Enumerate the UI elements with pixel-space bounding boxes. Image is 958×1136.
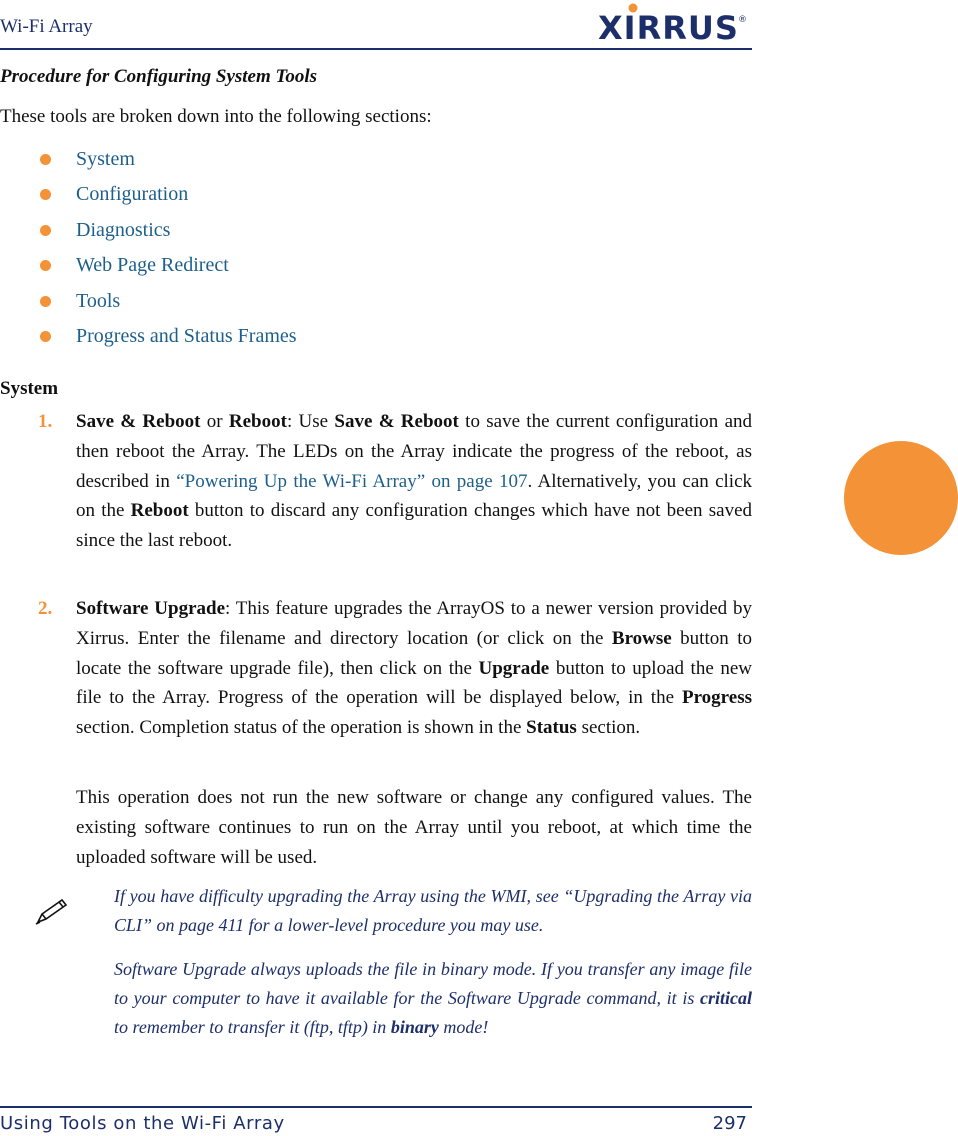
term-reboot: Reboot — [228, 411, 287, 432]
xirrus-logo — [598, 2, 747, 47]
chapter-tab-marker — [844, 441, 958, 555]
header-rule — [0, 48, 752, 50]
running-header: Wi-Fi Array — [0, 16, 93, 37]
step-software-upgrade: 2. Software Upgrade: This feature upgrades the ArrayOS to a newer version provided by Xirrus. Enter the filename and directory location (or click on the Browse button to locate the software upgrade file), then click on the Upgrade button to upload the new file to the Array. Progress of the operation will be displayed below, in the Progress section. Completion status of the operation is shown in the Status section. — [76, 594, 752, 743]
bullet-icon — [40, 154, 51, 165]
section-list — [0, 144, 297, 356]
link-diagnostics[interactable]: Diagnostics — [76, 218, 171, 241]
link-progress-status[interactable]: Progress and Status Frames — [76, 324, 297, 347]
intro-text: These tools are broken down into the following sections: — [0, 106, 432, 127]
footer-rule — [0, 1106, 752, 1108]
term-upgrade: Upgrade — [478, 657, 550, 679]
bullet-icon — [40, 225, 51, 236]
link-powering-up[interactable]: “Powering Up the Wi-Fi Array” on page 107 — [176, 470, 528, 492]
term-software-upgrade: Software Upgrade — [76, 598, 226, 619]
term-progress: Progress — [681, 687, 752, 709]
link-configuration[interactable]: Configuration — [76, 183, 189, 206]
term-save-reboot: Save & Reboot — [76, 411, 201, 432]
step-number: 2. — [38, 598, 53, 619]
link-web-page-redirect[interactable]: Web Page Redirect — [76, 254, 229, 277]
term-save-reboot-2: Save & Reboot — [334, 411, 459, 432]
term-critical: critical — [700, 988, 752, 1008]
logo-text: XIRRUS — [598, 9, 739, 47]
step-number: 1. — [38, 411, 53, 432]
link-system[interactable]: System — [76, 148, 135, 170]
footer-chapter-title: Using Tools on the Wi-Fi Array — [0, 1113, 285, 1134]
list-item[interactable] — [0, 144, 297, 179]
bullet-icon — [40, 260, 51, 271]
bullet-icon — [40, 331, 51, 342]
section-title: Procedure for Configuring System Tools — [0, 66, 318, 87]
bullet-icon — [40, 296, 51, 307]
link-tools[interactable]: Tools — [76, 289, 121, 312]
step-save-reboot: 1. Save & Reboot or Reboot: Use Save & Reboot to save the current configuration and then reboot the Array. The LEDs on the Array indicate the progress of the reboot, as described in “Powering Up the Wi-Fi Array” on page 107. Alternatively, you can click on the Reboot button to discard any configuration changes which have not been saved since the last reboot. — [76, 407, 752, 556]
list-item[interactable] — [0, 215, 297, 250]
term-reboot-button: Reboot — [130, 500, 189, 522]
subsection-title: System — [0, 378, 59, 399]
term-binary: binary — [390, 1017, 439, 1037]
page-number: 297 — [712, 1113, 747, 1134]
list-item[interactable] — [0, 250, 297, 285]
list-item[interactable] — [0, 321, 297, 356]
pencil-note-icon — [34, 896, 70, 926]
note-binary-mode: Software Upgrade always uploads the file in binary mode. If you transfer any image file to your computer to have it available for the Software Upgrade command, it is critical to remember to transfer it (ftp, tftp) in binary mode! — [114, 959, 752, 1037]
list-item[interactable] — [0, 286, 297, 321]
body-paragraph: This operation does not run the new software or change any configured values. The existing software continues to run on the Array until you reboot, at which time the uploaded software will be used. — [76, 787, 752, 868]
note-upgrade-cli: If you have difficulty upgrading the Array using the WMI, see “Upgrading the Array via CLI” on page 411 for a lower-level procedure you may use. — [114, 886, 752, 935]
term-status: Status — [526, 717, 577, 739]
term-browse: Browse — [611, 627, 672, 649]
bullet-icon — [40, 189, 51, 200]
logo-registered-mark: ® — [738, 15, 747, 25]
list-item[interactable] — [0, 179, 297, 214]
